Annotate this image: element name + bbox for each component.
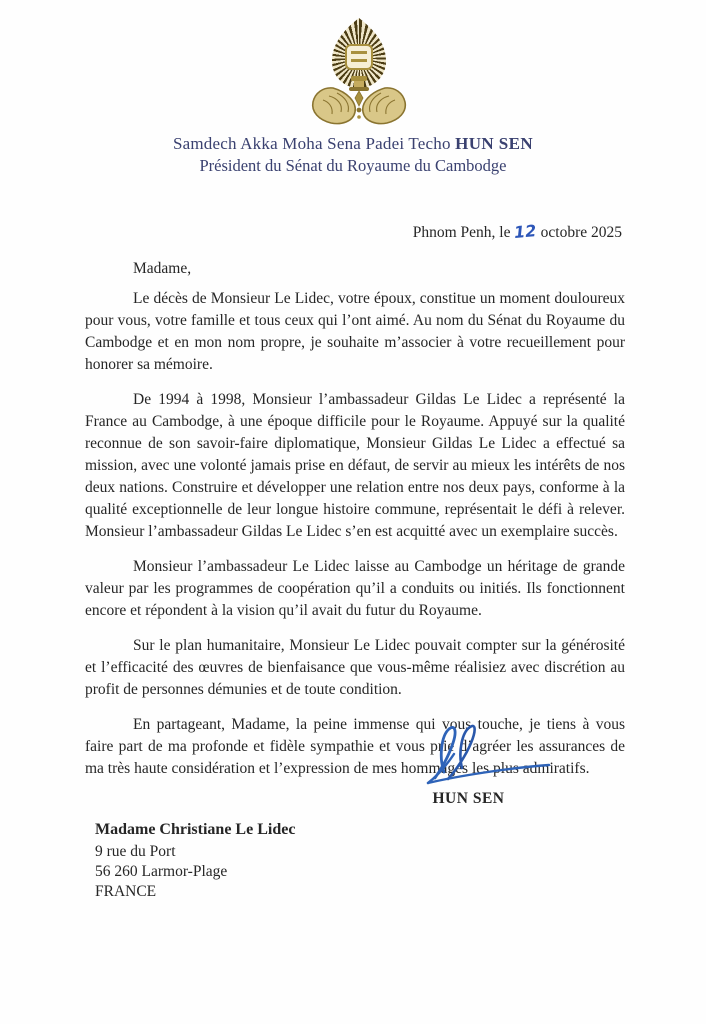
signatory-name: HUN SEN <box>432 790 505 807</box>
date-line <box>413 222 622 242</box>
recipient-street: 9 rue du Port <box>95 843 176 860</box>
recipient-address <box>95 820 295 902</box>
letter-body <box>85 258 625 793</box>
date-month-year: octobre 2025 <box>540 224 622 241</box>
letterhead <box>0 133 706 177</box>
letterhead-role-line: Président du Sénat du Royaume du Cambodge <box>199 156 507 175</box>
paragraph-3: Monsieur l’ambassadeur Le Lidec laisse au Cambodge un héritage de grande valeur par les programmes de coopération qu’il a conduits ou initiés. Ils fonctionnent encore et répondent à la vision qu’il avait du futur du Royaume. <box>85 558 625 619</box>
date-place: Phnom Penh, le <box>412 224 511 241</box>
salutation: Madame, <box>133 260 192 277</box>
emblem-core-icon <box>345 44 373 70</box>
recipient-country: FRANCE <box>95 883 157 900</box>
paragraph-4: Sur le plan humanitaire, Monsieur Le Lidec pouvait compter sur la générosité et l’efficacité des œuvres de bienfaisance que vous-même réalisiez avec discrétion au profit de personnes démunies et de toute condition. <box>85 637 625 698</box>
recipient-name: Madame Christiane Le Lidec <box>95 821 296 838</box>
emblem-base-icon <box>307 76 411 126</box>
royal-emblem-icon <box>307 18 411 126</box>
paragraph-2: De 1994 à 1998, Monsieur l’ambassadeur Gildas Le Lidec a représenté la France au Cambodge, à une époque difficile pour le Royaume. Appuyé sur la qualité reconnue de son savoir-faire diplomatique, Monsieur Gildas Le Lidec a effectué sa mission, avec une volonté jamais prise en défaut, de servir au mieux les intérêts de nos deux nations. Construire et développer une relation entre nos deux pays, conforme à la qualité exceptionnelle de leur longue histoire commune, représentait le défi à relever. Monsieur l’ambassadeur Gildas Le Lidec s’en est acquitté avec un exemplaire succès. <box>85 391 625 540</box>
letterhead-honorific: Samdech Akka Moha Sena Padei Techo <box>172 134 456 153</box>
paragraph-5: En partageant, Madame, la peine immense qui vous touche, je tiens à vous faire part de ma profonde et fidèle sympathie et vous prie d’agréer les assurances de ma très haute considération et l’expression de mes hommages les plus admiratifs. <box>85 716 625 777</box>
letterhead-name: HUN SEN <box>455 134 534 153</box>
letterhead-title-line <box>0 133 706 155</box>
handwritten-day: 12 <box>512 221 537 242</box>
signature-block <box>400 722 565 808</box>
recipient-city: 56 260 Larmor-Plage <box>95 863 228 880</box>
signature-icon <box>408 722 558 788</box>
paragraph-1: Le décès de Monsieur Le Lidec, votre époux, constitue un moment douloureux pour vous, votre famille et tous ceux qui l’ont aimé. Au nom du Sénat du Royaume du Cambodge et en mon nom propre, je souhaite m’associer à votre recueillement pour honorer sa mémoire. <box>85 290 625 373</box>
